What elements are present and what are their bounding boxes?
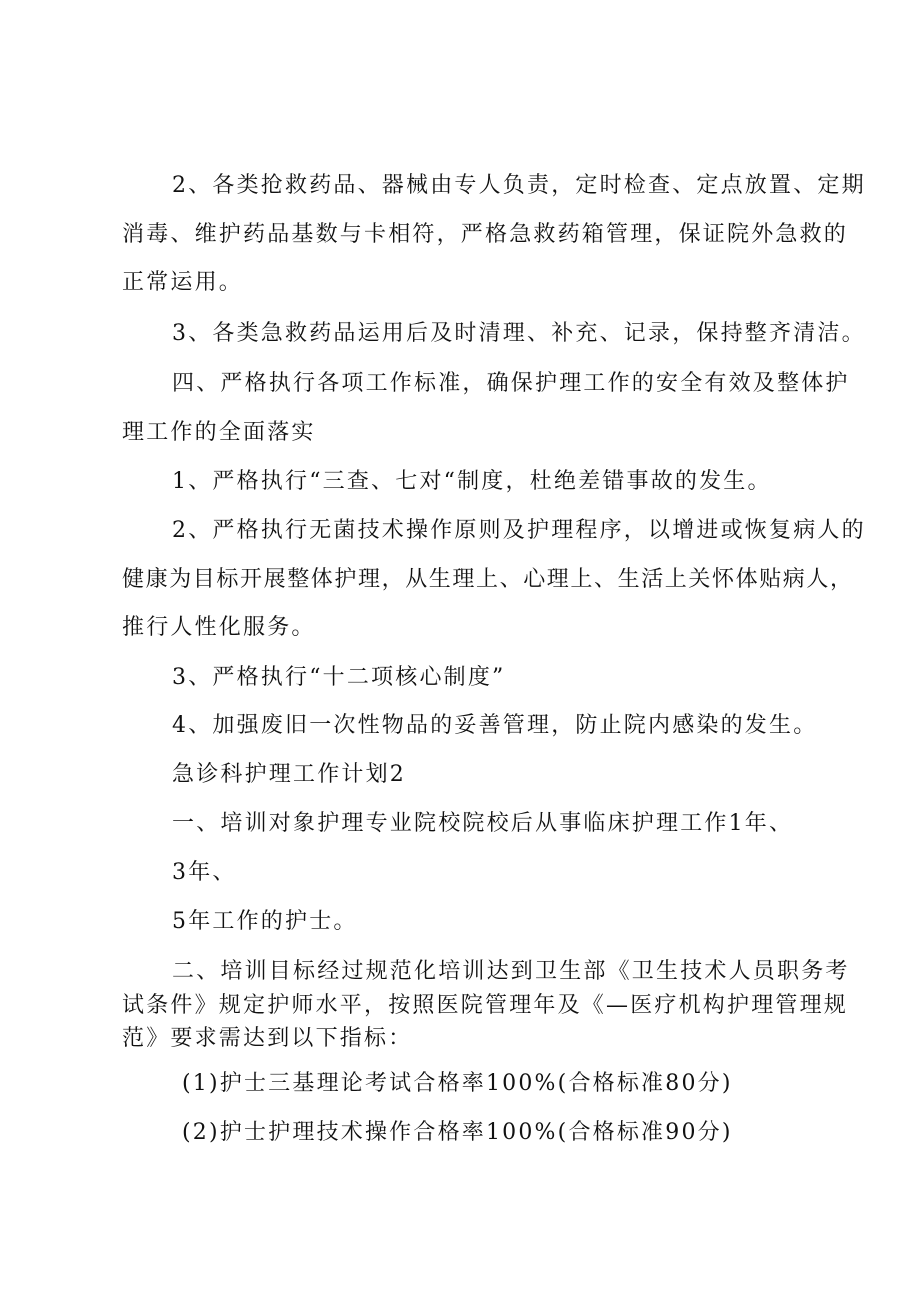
paragraph-line: 4、加强废旧一次性物品的妥善管理，防止院内感染的发生。: [172, 713, 818, 738]
paragraph-line: 消毒、维护药品基数与卡相符，严格急救药箱管理，保证院外急救的: [122, 222, 849, 247]
section-heading-line: 理工作的全面落实: [122, 420, 316, 445]
paragraph-line: 1、严格执行“三查、七对“制度，杜绝差错事故的发生。: [172, 469, 772, 494]
indicator-line: (2)护士护理技术操作合格率100%(合格标准90分): [182, 1120, 733, 1145]
paragraph-line: 2、各类抢救药品、器械由专人负责，定时检查、定点放置、定期: [172, 173, 866, 198]
paragraph-line: 3、各类急救药品运用后及时清理、补充、记录，保持整齐清洁。: [172, 321, 866, 346]
paragraph-line: 3、严格执行“十二项核心制度”: [172, 665, 506, 690]
paragraph-line: 3年、: [172, 860, 237, 885]
indicator-line: (1)护士三基理论考试合格率100%(合格标准80分): [182, 1071, 733, 1096]
paragraph-line: 一、培训对象护理专业院校院校后从事临床护理工作1年、: [172, 811, 794, 836]
paragraph-line: 试条件》规定护师水平，按照医院管理年及《—医疗机构护理管理规: [122, 993, 849, 1018]
paragraph-line: 推行人性化服务。: [122, 615, 316, 640]
plan-title: 急诊科护理工作计划2: [172, 762, 406, 787]
paragraph-line: 正常运用。: [122, 270, 244, 295]
paragraph-line: 5年工作的护士。: [172, 909, 358, 934]
section-heading-line: 四、严格执行各项工作标准，确保护理工作的安全有效及整体护: [172, 371, 850, 396]
paragraph-line: 二、培训目标经过规范化培训达到卫生部《卫生技术人员职务考: [172, 959, 850, 984]
paragraph-line: 健康为目标开展整体护理，从生理上、心理上、生活上关怀体贴病人，: [122, 567, 854, 592]
paragraph-line: 范》要求需达到以下指标：: [122, 1026, 413, 1051]
paragraph-line: 2、严格执行无菌技术操作原则及护理程序，以增进或恢复病人的: [172, 518, 866, 543]
